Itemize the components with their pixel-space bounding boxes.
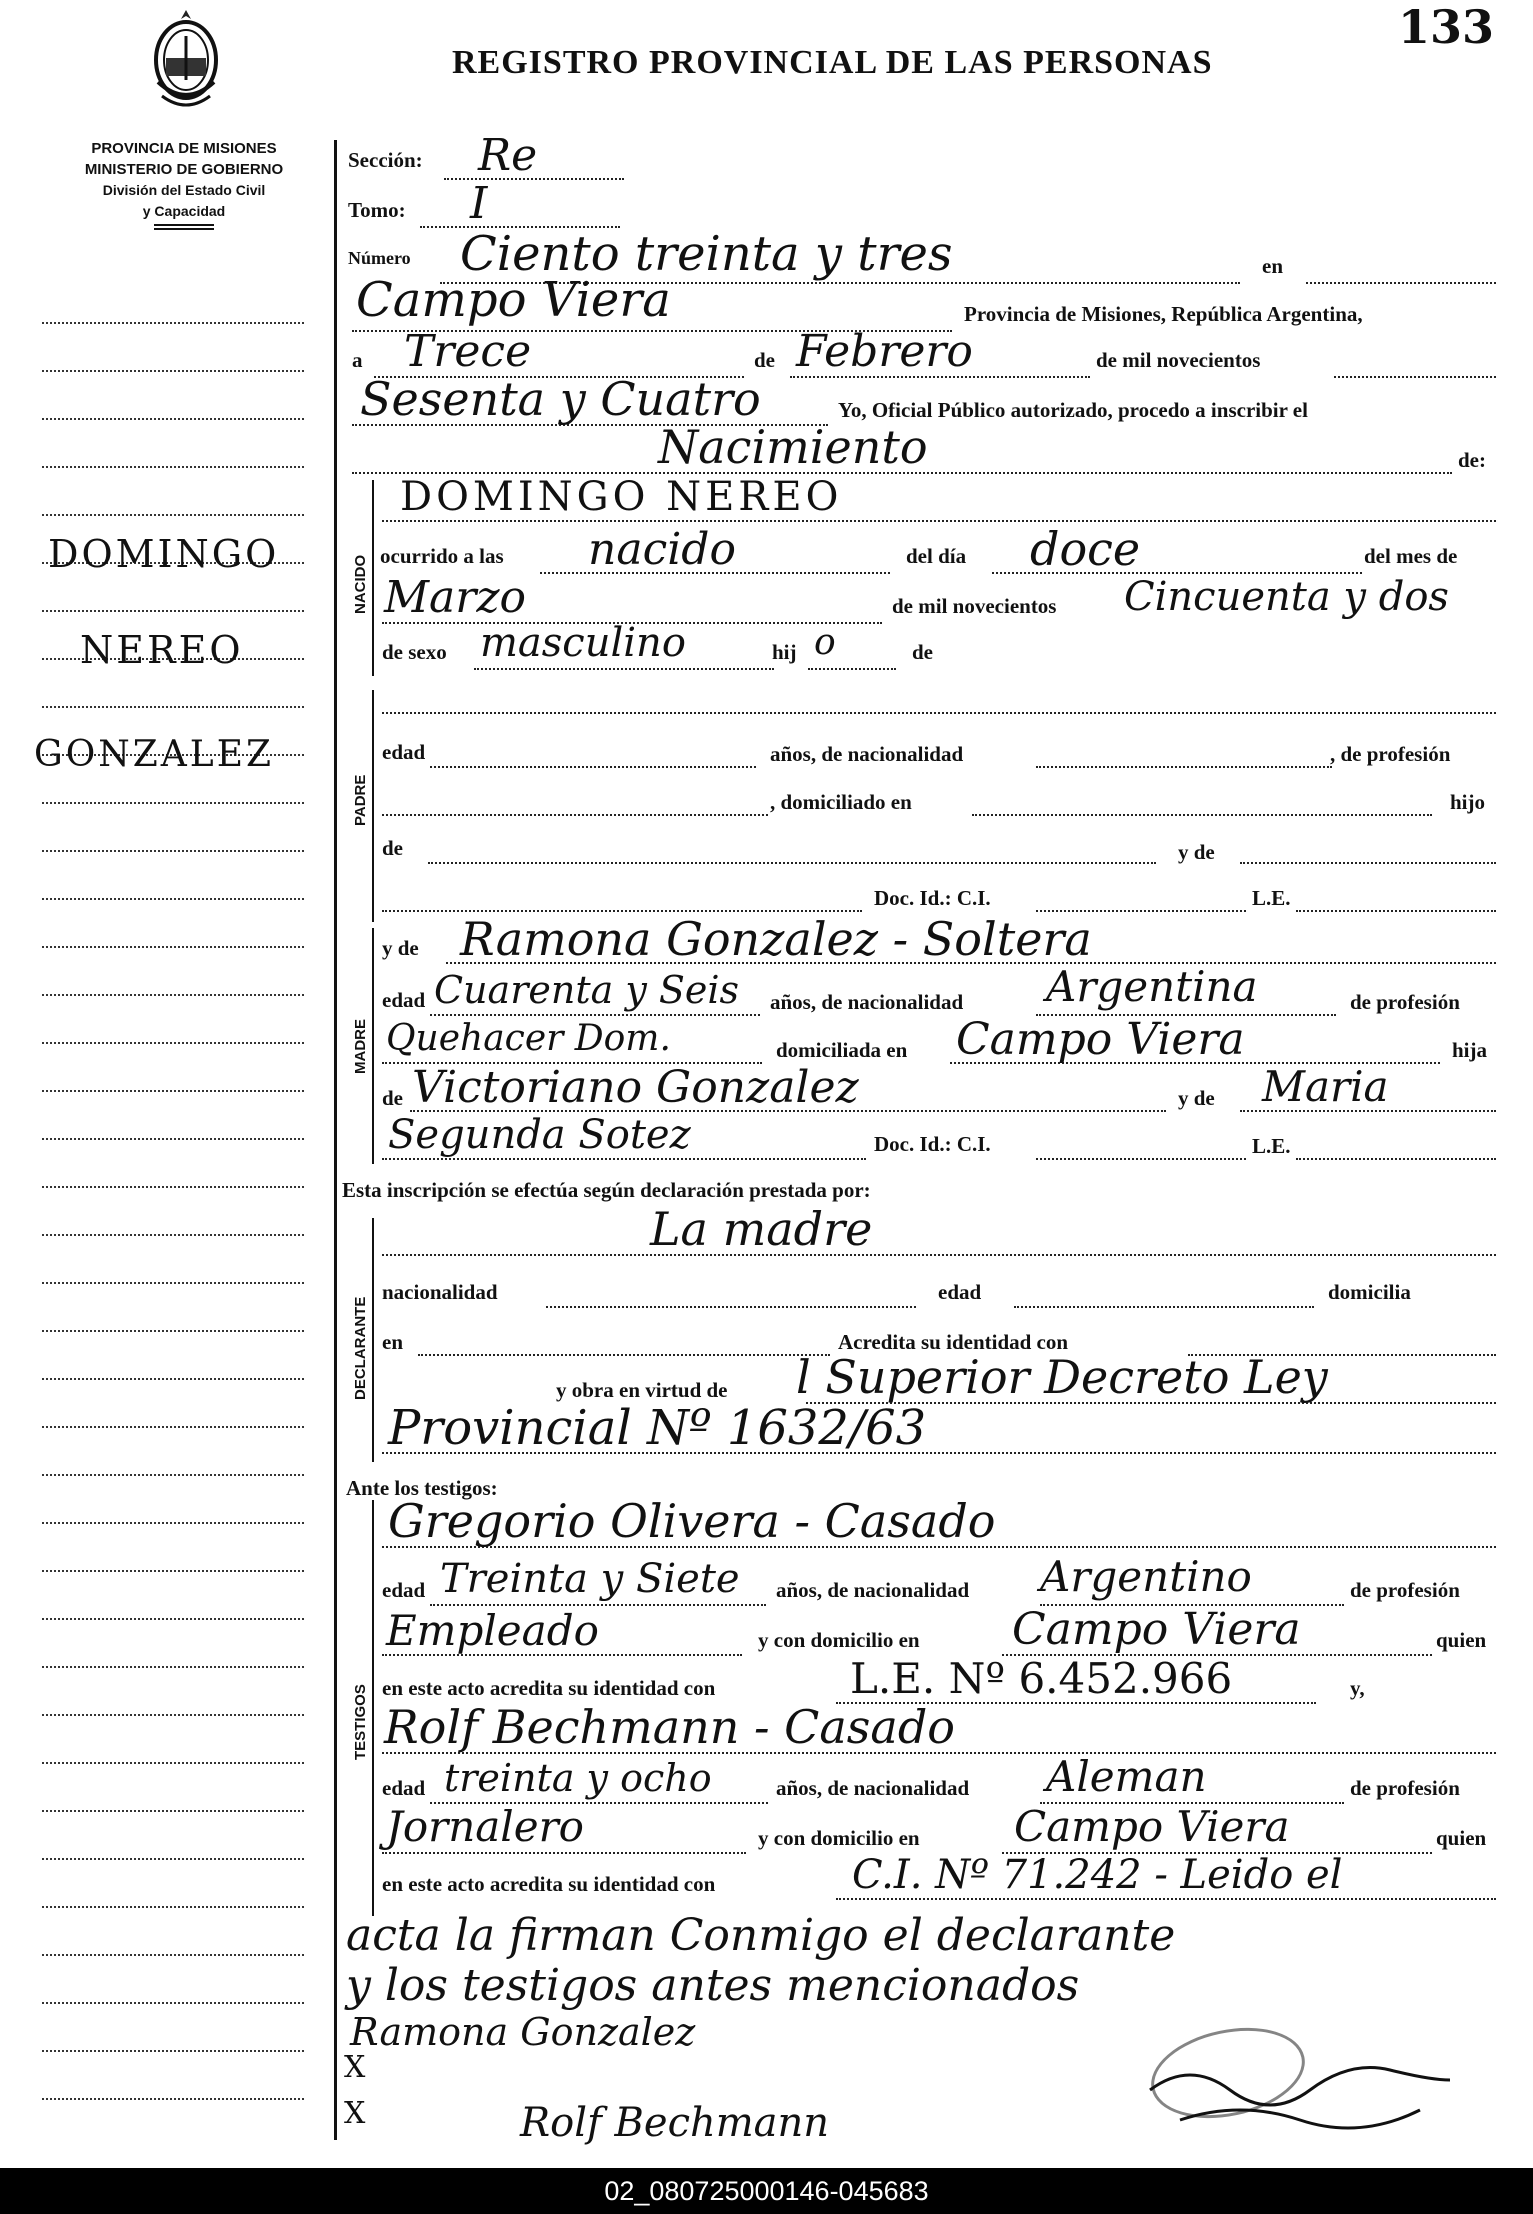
label-tomo: Tomo: — [348, 198, 406, 222]
label-de-madre: de — [382, 1086, 403, 1110]
label-anos-nac-madre: años, de nacionalidad — [770, 990, 964, 1014]
value-madre-nombre: Ramona Gonzalez - Soltera — [460, 912, 1092, 966]
label-de-mil-novecientos: de mil novecientos — [892, 594, 1057, 618]
form-border — [334, 140, 337, 2140]
value-madre-edad: Cuarenta y Seis — [434, 968, 740, 1012]
value-t1-dom: Campo Viera — [1012, 1604, 1301, 1655]
label-con-domicilio-t1: y con domicilio en — [758, 1628, 920, 1652]
value-mes-nac: Marzo — [384, 572, 526, 623]
side-label-testigos: TESTIGOS — [352, 1684, 369, 1760]
label-y-de-madre: y de — [382, 936, 419, 960]
testigos-bracket — [372, 1500, 374, 1916]
label-hija: hija — [1452, 1038, 1488, 1062]
value-seccion: Re — [478, 130, 538, 181]
value-madre-nac: Argentina — [1046, 962, 1258, 1011]
value-t2-nac: Aleman — [1046, 1752, 1207, 1801]
label-edad-t2: edad — [382, 1776, 426, 1800]
value-obra-virtud-b: Provincial Nº 1632/63 — [388, 1400, 927, 1456]
value-lugar: Campo Viera — [356, 272, 671, 328]
side-label-nacido: NACIDO — [352, 554, 369, 614]
margin-surname: GONZALEZ — [34, 734, 274, 775]
value-acto: Nacimiento — [658, 420, 928, 474]
label-y-de-abuela: y de — [1178, 1086, 1215, 1110]
label-hijo: hijo — [1450, 790, 1486, 814]
label-quien-t2: quien — [1436, 1826, 1487, 1850]
value-abuela-b: Segunda Sotez — [388, 1112, 691, 1158]
value-dia: Trece — [404, 326, 532, 377]
value-t1-doc: L.E. Nº 6.452.966 — [850, 1654, 1233, 1703]
office-block — [44, 138, 324, 230]
value-cierre-2: y los testigos antes mencionados — [346, 1960, 1080, 2011]
nacido-bracket — [372, 480, 374, 676]
label-le-madre: L.E. — [1252, 1134, 1291, 1158]
value-nombre: DOMINGO NEREO — [400, 474, 843, 520]
label-doc-id-madre: Doc. Id.: C.I. — [874, 1132, 991, 1156]
value-numero: Ciento treinta y tres — [460, 226, 953, 282]
label-esta-inscripcion: Esta inscripción se efectúa según declaración prestada por: — [342, 1178, 871, 1202]
label-edad-padre: edad — [382, 740, 426, 764]
value-t1-nac: Argentino — [1040, 1552, 1252, 1601]
value-t1-prof: Empleado — [386, 1606, 599, 1655]
label-en-este-acto-t2: en este acto acredita su identidad con — [382, 1872, 716, 1896]
label-le-padre: L.E. — [1252, 886, 1291, 910]
value-obra-virtud-a: l Superior Decreto Ley — [796, 1350, 1328, 1404]
label-del-dia: del día — [906, 544, 967, 568]
signature-mother: Ramona Gonzalez — [350, 2010, 696, 2054]
value-testigo2: Rolf Bechmann - Casado — [384, 1700, 955, 1754]
label-ante-testigos: Ante los testigos: — [346, 1476, 498, 1500]
page-title: REGISTRO PROVINCIAL DE LAS PERSONAS — [452, 44, 1213, 81]
label-numero: Número — [348, 248, 411, 268]
value-tomo: I — [470, 178, 488, 229]
label-domicilia: domicilia — [1328, 1280, 1411, 1304]
side-label-declarante: DECLARANTE — [352, 1296, 369, 1400]
label-profesion-t2: de profesión — [1350, 1776, 1460, 1800]
label-anos-nac-padre: años, de nacionalidad — [770, 742, 964, 766]
side-label-madre: MADRE — [352, 1019, 369, 1074]
value-hij-suffix: o — [814, 622, 836, 663]
label-de-sexo: de sexo — [382, 640, 447, 664]
value-abuela-a: Maria — [1262, 1062, 1389, 1111]
label-edad-decl: edad — [938, 1280, 982, 1304]
value-t2-doc: C.I. Nº 71.242 - Leido el — [852, 1852, 1343, 1898]
label-anos-nac-t2: años, de nacionalidad — [776, 1776, 970, 1800]
label-provincia: Provincia de Misiones, República Argentina, — [964, 302, 1363, 326]
office-line-1: PROVINCIA DE MISIONES — [91, 140, 277, 157]
label-seccion: Sección: — [348, 148, 423, 172]
margin-first-name: DOMINGO — [48, 532, 280, 576]
office-line-2: MINISTERIO DE GOBIERNO — [84, 161, 284, 178]
label-a: a — [352, 348, 363, 372]
value-anio: Sesenta y Cuatro — [360, 372, 761, 426]
label-mil-novecientos: de mil novecientos — [1096, 348, 1261, 372]
side-label-padre: PADRE — [352, 774, 369, 826]
value-hora: nacido — [588, 524, 736, 575]
value-testigo1: Gregorio Olivera - Casado — [388, 1494, 996, 1548]
page-number: 133 — [1398, 0, 1495, 54]
label-de-colon: de: — [1458, 448, 1486, 472]
margin-second-name: NEREO — [80, 628, 244, 672]
padre-bracket — [372, 690, 374, 922]
label-en-decl: en — [382, 1330, 403, 1354]
cross-mark-1: X — [344, 2050, 366, 2085]
label-doc-id-padre: Doc. Id.: C.I. — [874, 886, 991, 910]
label-ocurrido: ocurrido a las — [380, 544, 504, 568]
label-nacionalidad-decl: nacionalidad — [382, 1280, 498, 1304]
value-anio-nac: Cincuenta y dos — [1124, 574, 1449, 620]
office-underline — [154, 224, 214, 230]
declarante-bracket — [372, 1218, 374, 1462]
value-t2-edad: treinta y ocho — [444, 1756, 712, 1800]
label-en: en — [1262, 254, 1283, 278]
label-domiciliado: , domiciliado en — [770, 790, 912, 814]
signature-witness: Rolf Bechmann — [520, 2100, 830, 2146]
label-edad-madre: edad — [382, 988, 426, 1012]
official-signature-scribble — [1140, 2010, 1500, 2140]
coat-of-arms-seal — [148, 8, 224, 116]
label-obra-virtud: y obra en virtud de — [556, 1378, 728, 1402]
label-domiciliada: domiciliada en — [776, 1038, 908, 1062]
label-profesion-t1: de profesión — [1350, 1578, 1460, 1602]
label-de-hij: de — [912, 640, 933, 664]
value-t2-prof: Jornalero — [386, 1802, 584, 1851]
value-abuelo: Victoriano Gonzalez — [412, 1062, 859, 1113]
label-hij: hij — [772, 640, 797, 664]
office-line-3: División del Estado Civil — [102, 182, 266, 198]
cross-mark-2: X — [344, 2096, 366, 2131]
value-cierre-1: acta la firman Conmigo el declarante — [346, 1910, 1176, 1961]
label-edad-t1: edad — [382, 1578, 426, 1602]
label-y-de-padre: y de — [1178, 840, 1215, 864]
value-declarante: La madre — [650, 1202, 873, 1256]
label-acredita: Acredita su identidad con — [838, 1330, 1069, 1354]
label-yo-oficial: Yo, Oficial Público autorizado, procedo a inscribir el — [838, 398, 1308, 422]
label-y-comma: y, — [1350, 1676, 1365, 1700]
document-id-footer: 02_080725000146-045683 — [0, 2168, 1533, 2214]
value-dia-nac: doce — [1030, 522, 1141, 576]
value-t1-edad: Treinta y Siete — [440, 1556, 740, 1602]
office-line-4: y Capacidad — [142, 203, 226, 219]
value-madre-prof: Quehacer Dom. — [386, 1018, 671, 1059]
label-anos-nac-t1: años, de nacionalidad — [776, 1578, 970, 1602]
label-con-domicilio-t2: y con domicilio en — [758, 1826, 920, 1850]
value-madre-dom: Campo Viera — [956, 1014, 1245, 1065]
label-profesion-madre: de profesión — [1350, 990, 1460, 1014]
label-profesion-padre: , de profesión — [1330, 742, 1451, 766]
value-sexo: masculino — [480, 620, 686, 666]
label-quien-t1: quien — [1436, 1628, 1487, 1652]
value-t2-dom: Campo Viera — [1014, 1802, 1290, 1851]
label-en-este-acto-t1: en este acto acredita su identidad con — [382, 1676, 716, 1700]
label-de-padre: de — [382, 836, 403, 860]
value-mes: Febrero — [796, 326, 973, 377]
label-de: de — [754, 348, 775, 372]
madre-bracket — [372, 928, 374, 1164]
label-del-mes: del mes de — [1364, 544, 1458, 568]
